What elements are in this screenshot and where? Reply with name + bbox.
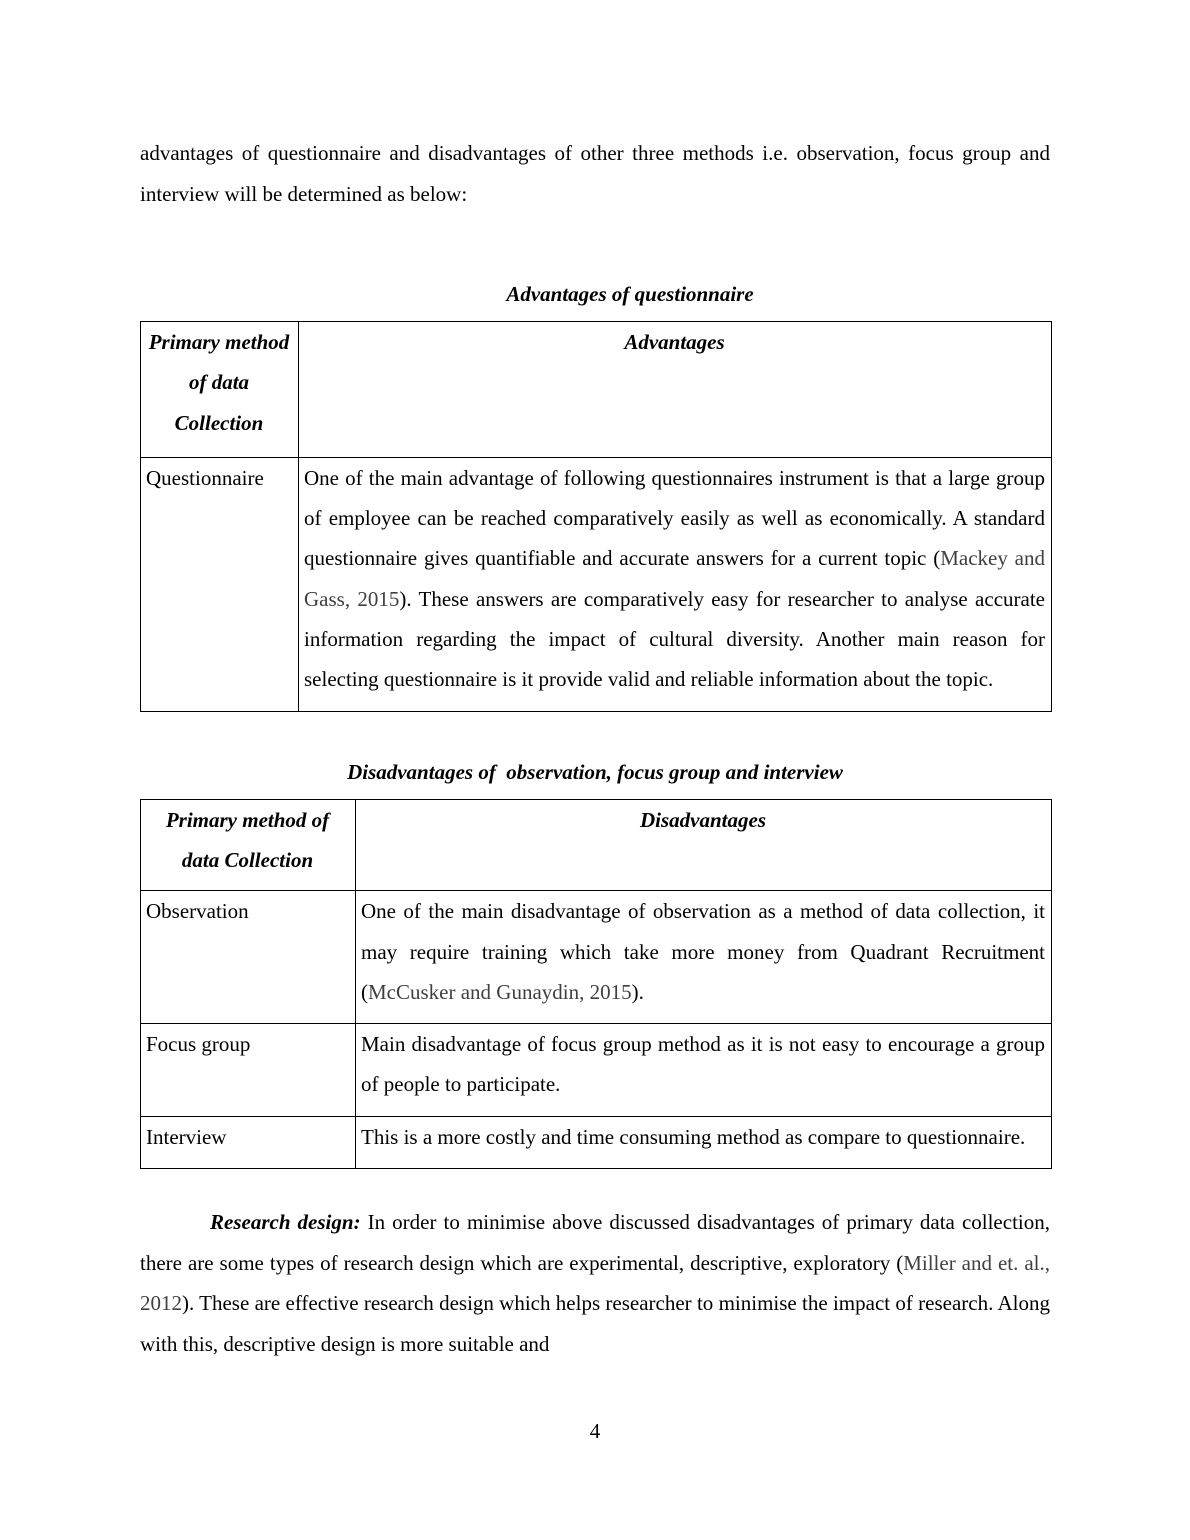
- disadvantages-cell: [356, 891, 1052, 1024]
- advantages-column-header: Advantages: [299, 322, 1052, 458]
- document-page: [140, 133, 1050, 1364]
- table-row: [141, 891, 1052, 1024]
- citation: Miller and et. al., 2012: [140, 1250, 1050, 1316]
- disadvantages-text-a: One of the main disadvantage of observation as a method of data collection, it may require training which take more money from Quadrant Recruitment (: [361, 899, 1045, 1004]
- method-cell: Observation: [141, 891, 356, 1024]
- advantages-cell: [299, 457, 1052, 711]
- intro-paragraph: advantages of questionnaire and disadvantages of other three methods i.e. observation, focus group and interview will be determined as below:: [140, 141, 1050, 206]
- citation: Mackey and Gass, 2015: [304, 546, 1045, 611]
- research-design-label: Research design:: [210, 1210, 361, 1235]
- table-row: [141, 457, 1052, 711]
- table-header-row: [141, 799, 1052, 891]
- advantages-text-a: One of the main advantage of following questionnaires instrument is that a large group of employee can be reached comparatively easily as well as economically. A standard questionnaire gives quantifiable and accurate answers for a current topic (: [304, 465, 1045, 571]
- table-row: [141, 1024, 1052, 1117]
- advantages-table-caption: Advantages of questionnaire: [506, 282, 754, 306]
- advantages-text-b: ). These answers are comparatively easy for researcher to analyse accurate information regarding the impact of cultural diversity. Another main reason for selecting questionnaire is it provide valid and reliable information about the topic.: [304, 586, 1045, 692]
- method-cell: Focus group: [141, 1024, 356, 1117]
- method-column-header: Primary method of data Collection: [141, 322, 299, 458]
- citation: McCusker and Gunaydin, 2015: [368, 979, 632, 1004]
- disadvantages-column-header: Disadvantages: [356, 799, 1052, 891]
- research-text-a: In order to minimise above discussed disadvantages of primary data collection, there are some types of research design which are experimental, descriptive, exploratory (: [140, 1210, 1050, 1275]
- method-column-header: Primary method of data Collection: [141, 799, 356, 891]
- table-row: [141, 1116, 1052, 1168]
- disadvantages-cell: Main disadvantage of focus group method as it is not easy to encourage a group of people to participate.: [356, 1024, 1052, 1117]
- advantages-table: [140, 321, 1052, 712]
- disadvantages-cell: This is a more costly and time consuming method as compare to questionnaire.: [356, 1116, 1052, 1168]
- method-cell: Interview: [141, 1116, 356, 1168]
- method-cell: Questionnaire: [141, 457, 299, 711]
- table-header-row: [141, 322, 1052, 458]
- research-text-b: ). These are effective research design which helps researcher to minimise the impact of research. Along with this, descriptive design is more suitable and: [140, 1291, 1050, 1356]
- disadvantages-table-caption: Disadvantages of observation, focus group and interview: [347, 759, 843, 784]
- page-number: 4: [589, 1419, 601, 1443]
- research-design-paragraph: [140, 1202, 1050, 1364]
- disadvantages-table: [140, 799, 1052, 1169]
- disadvantages-text-b: ).: [631, 979, 644, 1004]
